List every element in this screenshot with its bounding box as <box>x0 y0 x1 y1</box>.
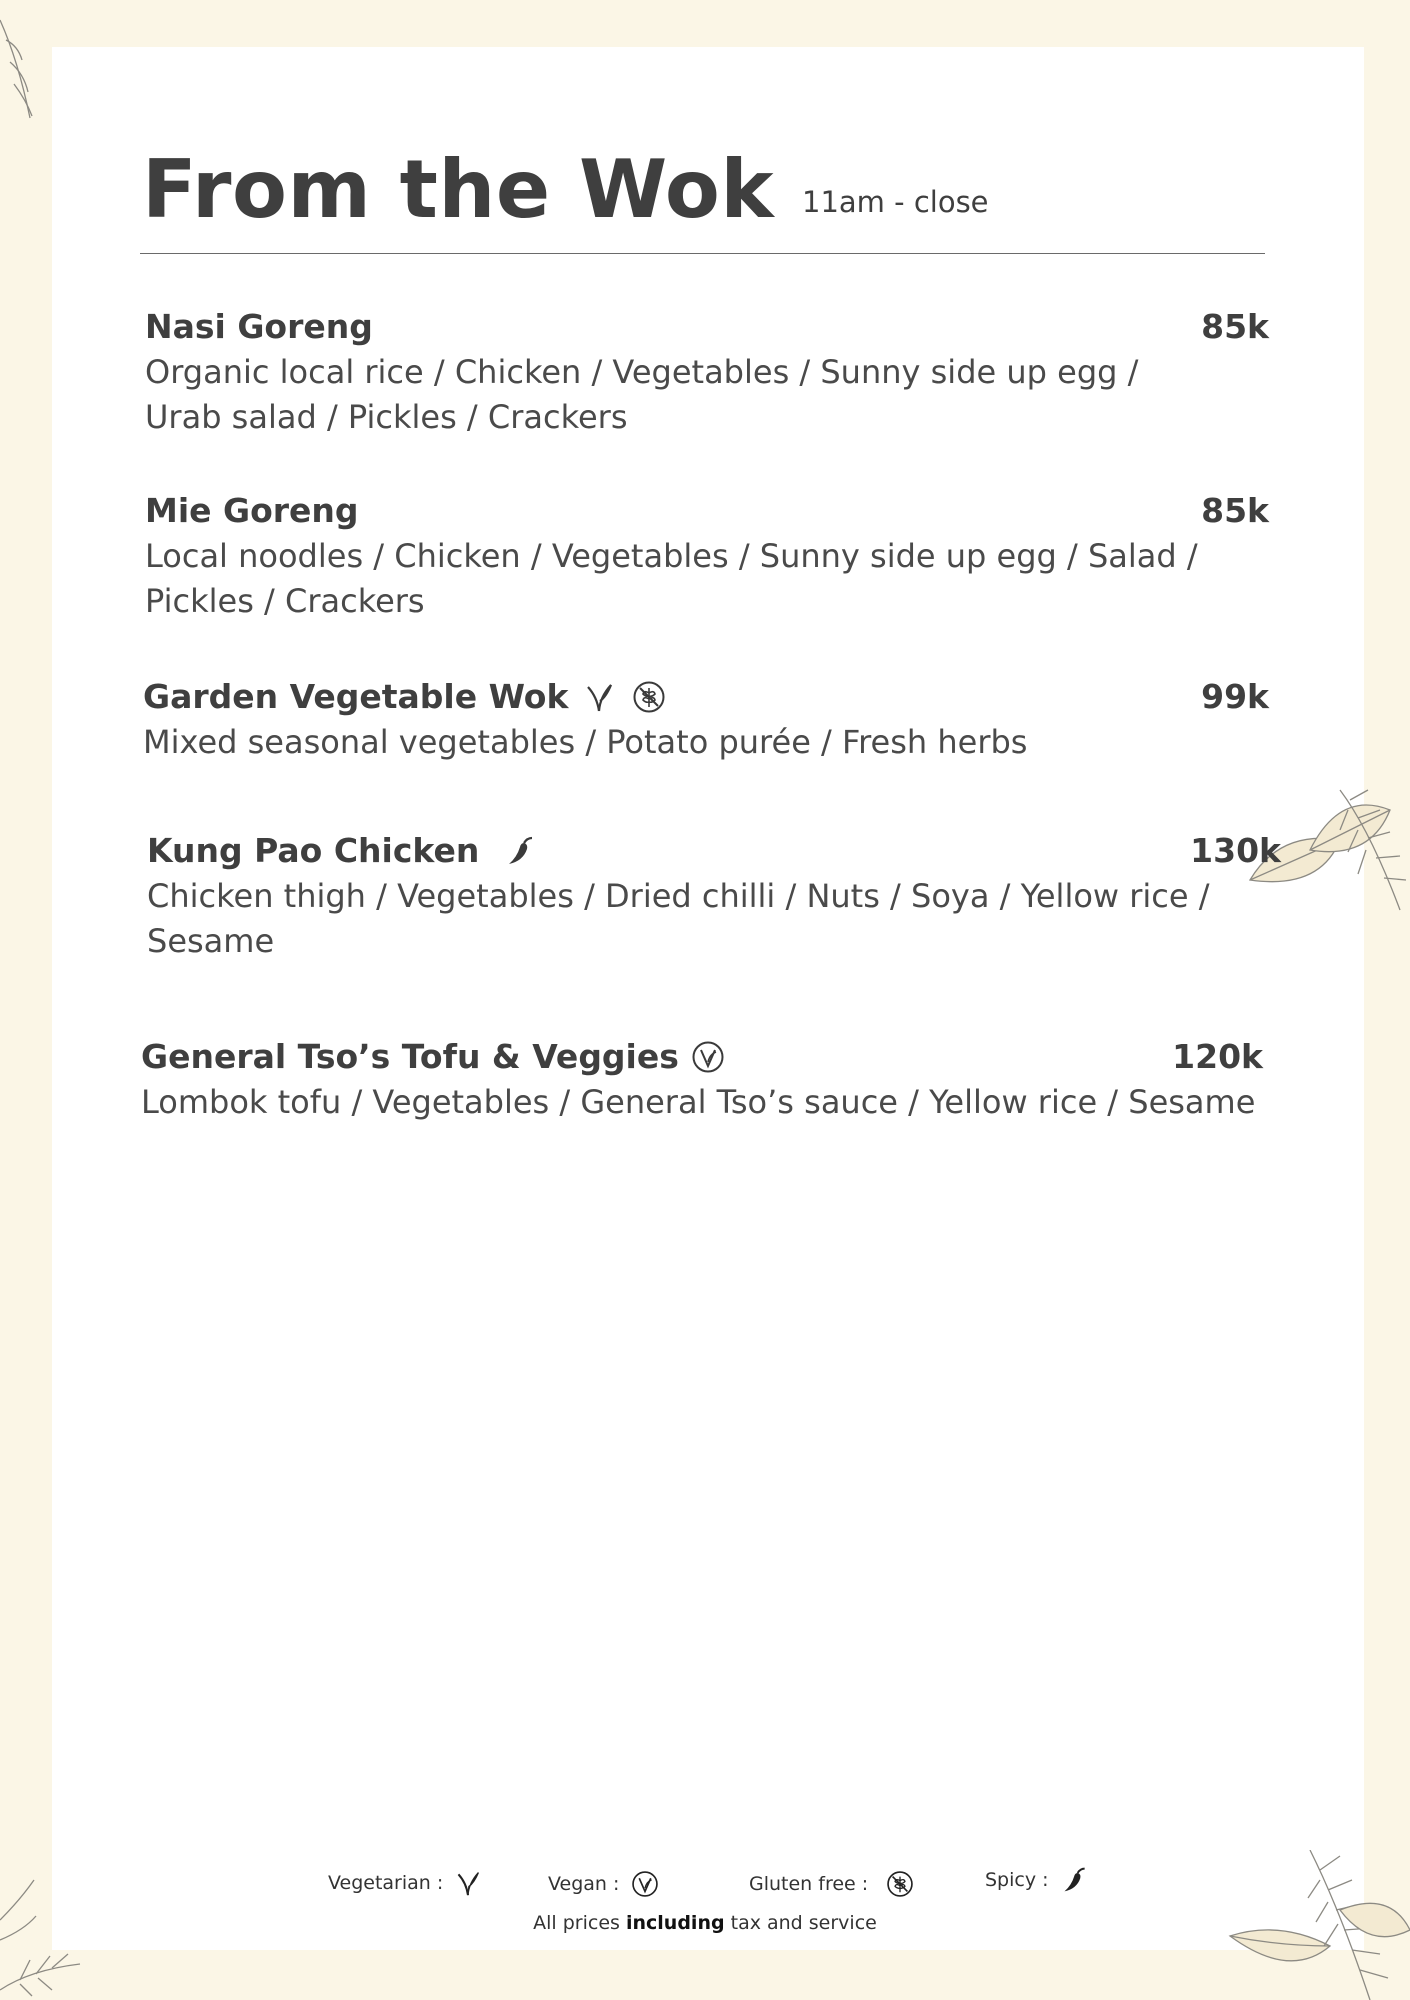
item-price: 120k <box>1172 1037 1263 1076</box>
item-name: Kung Pao Chicken <box>147 829 1267 873</box>
item-price: 130k <box>1190 831 1281 870</box>
spicy-icon <box>1061 1866 1089 1894</box>
item-name: General Tso’s Tofu & Veggies <box>141 1035 1261 1079</box>
legend-vegan: Vegan : <box>548 1870 659 1898</box>
menu-item <box>143 675 1269 765</box>
description-line: Pickles / Crackers <box>145 582 425 620</box>
spicy-icon <box>505 835 537 867</box>
dietary-legend <box>0 1860 1410 1940</box>
item-name: Garden Vegetable Wok <box>143 675 1263 719</box>
menu-item <box>145 305 1269 440</box>
item-name: Mie Goreng <box>145 491 359 530</box>
legend-vegetarian: Vegetarian : <box>328 1868 481 1898</box>
price-footnote: All prices including tax and service <box>533 1912 877 1934</box>
vegetarian-icon <box>455 1868 481 1898</box>
leaf-decoration-top-left-icon <box>0 0 40 130</box>
description-line: Urab salad / Pickles / Crackers <box>145 398 628 436</box>
item-description <box>141 1080 1261 1125</box>
service-hours: 11am - close <box>802 185 989 219</box>
menu-item <box>141 1035 1261 1125</box>
description-line: Sesame <box>147 922 275 960</box>
menu-item <box>145 489 1269 624</box>
description-line: Local noodles / Chicken / Vegetables / Sunny side up egg / Salad / <box>145 537 1198 575</box>
vegan-icon <box>691 1040 725 1074</box>
vegetarian-icon <box>584 681 614 713</box>
item-description <box>143 720 1143 765</box>
page-title: From the Wok <box>142 143 775 236</box>
legend-gluten-free: Gluten free : <box>749 1870 914 1898</box>
item-description <box>147 874 1210 964</box>
gluten-free-icon <box>632 680 666 714</box>
gluten-free-icon <box>886 1870 914 1898</box>
header-divider <box>140 253 1265 254</box>
menu-item <box>147 829 1281 964</box>
description-line: Mixed seasonal vegetables / Potato purée / Fresh herbs <box>143 723 1028 761</box>
item-price: 85k <box>1201 491 1269 530</box>
item-description <box>145 350 1145 440</box>
legend-spicy: Spicy : <box>985 1866 1089 1894</box>
item-name: Nasi Goreng <box>145 307 373 346</box>
description-line: Chicken thigh / Vegetables / Dried chilli / Nuts / Soya / Yellow rice / <box>147 877 1210 915</box>
menu-header <box>90 100 1215 256</box>
vegan-icon <box>631 1870 659 1898</box>
description-line: Lombok tofu / Vegetables / General Tso’s sauce / Yellow rice / Sesame <box>141 1083 1256 1121</box>
description-line: Organic local rice / Chicken / Vegetables / Sunny side up egg / <box>145 353 1139 391</box>
item-price: 99k <box>1201 677 1269 716</box>
item-description <box>145 534 1198 624</box>
item-price: 85k <box>1201 307 1269 346</box>
